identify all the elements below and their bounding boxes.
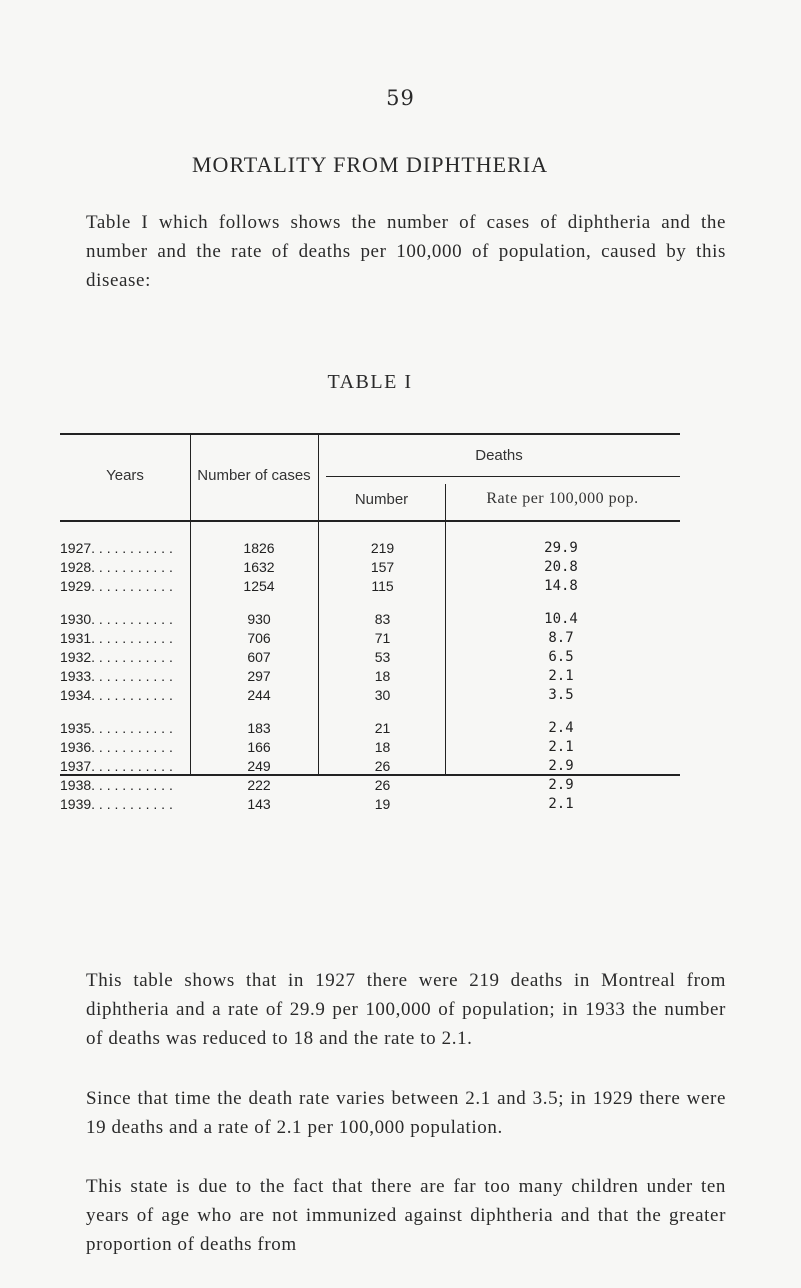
deaths-number-cell: 19 <box>374 796 391 812</box>
year-cell: 1933. . . . . . . . . . . <box>60 668 173 684</box>
deaths-number-cell: 53 <box>374 649 391 665</box>
death-rate-cell: 14.8 <box>544 578 578 594</box>
cases-cell: 143 <box>247 796 271 812</box>
cases-cell: 244 <box>247 687 271 703</box>
table-row <box>60 739 680 758</box>
death-rate-cell: 2.9 <box>548 758 574 774</box>
deaths-number-cell: 83 <box>374 611 391 627</box>
deaths-number-cell: 30 <box>374 687 391 703</box>
cases-cell: 183 <box>247 720 271 736</box>
death-rate-cell: 2.9 <box>548 777 574 793</box>
year-cell: 1930. . . . . . . . . . . <box>60 611 173 627</box>
header-deaths: Deaths <box>475 447 523 464</box>
cases-cell: 297 <box>247 668 271 684</box>
deaths-number-cell: 71 <box>374 630 391 646</box>
header-bottom-rule <box>60 520 680 522</box>
cases-cell: 930 <box>247 611 271 627</box>
table-row <box>60 559 680 578</box>
deaths-number-cell: 219 <box>370 540 395 556</box>
table-row <box>60 630 680 649</box>
year-cell: 1932. . . . . . . . . . . <box>60 649 173 665</box>
table-row <box>60 687 680 706</box>
death-rate-cell: 3.5 <box>548 687 574 703</box>
table-row <box>60 758 680 777</box>
table-top-rule <box>60 433 680 435</box>
page-number: 59 <box>386 86 415 110</box>
header-years: Years <box>106 467 144 484</box>
cases-cell: 1254 <box>243 578 275 594</box>
deaths-number-cell: 18 <box>374 668 391 684</box>
table-row <box>60 777 680 796</box>
cases-cell: 249 <box>247 758 271 774</box>
death-rate-cell: 20.8 <box>544 559 578 575</box>
intro-paragraph: Table I which follows shows the number of cases of diphtheria and the number and the rate of deaths per 100,000 of population, caused by this disease: <box>86 212 726 291</box>
death-rate-cell: 10.4 <box>544 611 578 627</box>
year-cell: 1928. . . . . . . . . . . <box>60 559 173 575</box>
table-row <box>60 649 680 668</box>
header-deaths-number: Number <box>354 491 409 508</box>
year-cell: 1936. . . . . . . . . . . <box>60 739 173 755</box>
table-row <box>60 668 680 687</box>
death-rate-cell: 6.5 <box>548 649 574 665</box>
header-cases: Number of cases <box>197 467 311 484</box>
death-rate-cell: 2.1 <box>548 796 574 812</box>
header-deaths-rate: Rate per 100,000 pop. <box>486 490 639 507</box>
year-cell: 1935. . . . . . . . . . . <box>60 720 173 736</box>
document-title: MORTALITY FROM DIPHTHERIA <box>192 152 548 177</box>
table-row <box>60 540 680 559</box>
table-caption: TABLE I <box>327 371 413 393</box>
table-row <box>60 720 680 739</box>
cases-cell: 222 <box>247 777 271 793</box>
table-row <box>60 796 680 815</box>
year-cell: 1931. . . . . . . . . . . <box>60 630 173 646</box>
year-cell: 1937. . . . . . . . . . . <box>60 758 173 774</box>
body-paragraph-2: Since that time the death rate varies between 2.1 and 3.5; in 1929 there were 19 deaths and a rate of 2.1 per 100,000 population. <box>86 1088 726 1138</box>
deaths-subheader-rule <box>326 476 680 477</box>
year-cell: 1939. . . . . . . . . . . <box>60 796 173 812</box>
year-cell: 1929. . . . . . . . . . . <box>60 578 173 594</box>
body-paragraph-1: This table shows that in 1927 there were 219 deaths in Montreal from diphtheria and a rate of 29.9 per 100,000 of population; in 1933 the number of deaths was reduced to 18 and the rate to 2.1. <box>86 970 726 1049</box>
cases-cell: 1826 <box>243 540 275 556</box>
death-rate-cell: 2.4 <box>548 720 574 736</box>
deaths-number-cell: 26 <box>374 758 391 774</box>
deaths-number-cell: 26 <box>374 777 391 793</box>
table-row <box>60 611 680 630</box>
year-cell: 1934. . . . . . . . . . . <box>60 687 173 703</box>
cases-cell: 706 <box>247 630 271 646</box>
year-cell: 1938. . . . . . . . . . . <box>60 777 173 793</box>
table-row <box>60 578 680 597</box>
deaths-number-cell: 18 <box>374 739 391 755</box>
death-rate-cell: 2.1 <box>548 739 574 755</box>
body-paragraph-3: This state is due to the fact that there are far too many children under ten years of age who are not immunized against diphtheria and that the greater proportion of deaths from <box>86 1176 726 1255</box>
deaths-number-cell: 115 <box>371 578 394 594</box>
deaths-number-cell: 21 <box>374 720 391 736</box>
cases-cell: 166 <box>247 739 271 755</box>
deaths-number-cell: 157 <box>370 559 395 575</box>
death-rate-cell: 8.7 <box>548 630 574 646</box>
year-cell: 1927. . . . . . . . . . . <box>60 540 173 556</box>
death-rate-cell: 29.9 <box>544 540 578 556</box>
death-rate-cell: 2.1 <box>548 668 574 684</box>
cases-cell: 607 <box>247 649 271 665</box>
cases-cell: 1632 <box>243 559 275 575</box>
